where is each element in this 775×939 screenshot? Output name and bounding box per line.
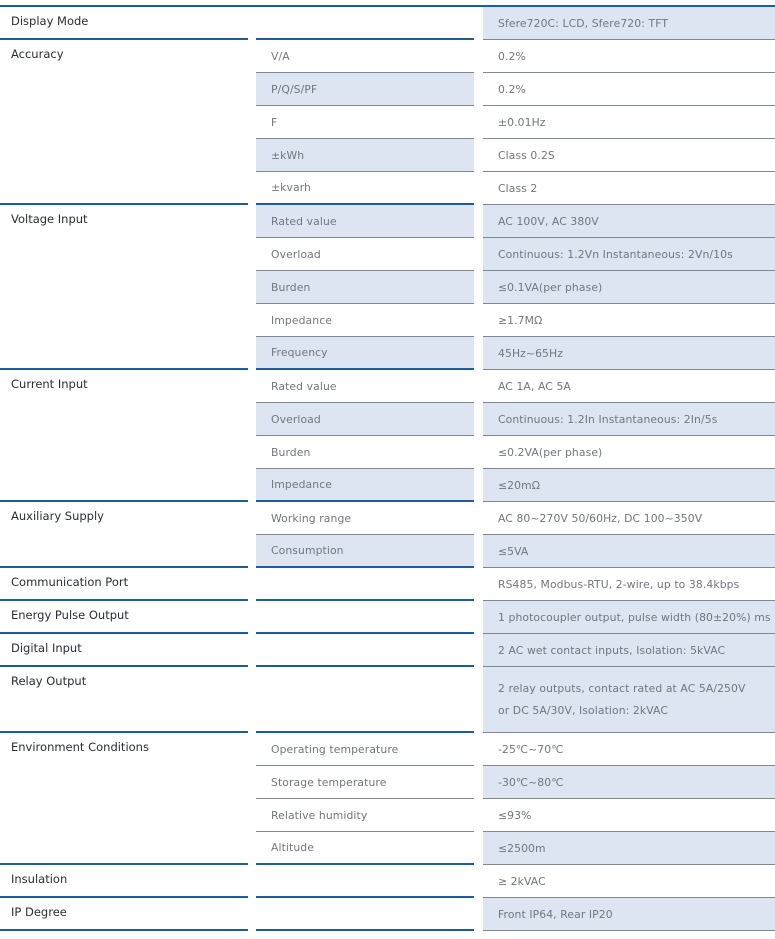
value-cell: ≥1.7MΩ [483,304,775,337]
category-label: Voltage Input [0,205,248,370]
parameter-cell [256,667,474,733]
parameter-column [256,601,474,634]
spec-row [0,898,775,931]
parameter-cell: Storage temperature [256,766,474,799]
value-cell: -30℃~80℃ [483,766,775,799]
spec-row [0,733,775,865]
value-column [483,7,775,40]
value-cell: Class 2 [483,172,775,205]
parameter-cell: Altitude [256,832,474,865]
spec-row [0,370,775,502]
parameter-cell [256,865,474,898]
parameter-column [256,205,474,370]
value-cell: ≥ 2kVAC [483,865,775,898]
parameter-cell: Frequency [256,337,474,370]
value-cell: 1 photocoupler output, pulse width (80±20%) ms [483,601,775,634]
parameter-cell: Impedance [256,469,474,502]
spec-row [0,634,775,667]
value-line: 2 relay outputs, contact rated at AC 5A/250V [498,681,746,695]
category-label: Communication Port [0,568,248,601]
category-label: Insulation [0,865,248,898]
parameter-column [256,865,474,898]
value-cell: Continuous: 1.2Vn Instantaneous: 2Vn/10s [483,238,775,271]
parameter-column [256,898,474,931]
spec-row [0,7,775,40]
value-column [483,601,775,634]
value-column [483,733,775,865]
value-cell: Front IP64, Rear IP20 [483,898,775,931]
category-label: Energy Pulse Output [0,601,248,634]
category-label: Environment Conditions [0,733,248,865]
value-cell: -25℃~70℃ [483,733,775,766]
value-cell: 0.2% [483,40,775,73]
spec-row [0,865,775,898]
spec-row [0,40,775,205]
spec-row [0,601,775,634]
parameter-cell: Impedance [256,304,474,337]
parameter-cell: P/Q/S/PF [256,73,474,106]
value-cell: AC 80~270V 50/60Hz, DC 100~350V [483,502,775,535]
spec-row [0,568,775,601]
parameter-cell [256,898,474,931]
value-cell: Class 0.2S [483,139,775,172]
value-cell: ≤0.1VA(per phase) [483,271,775,304]
value-cell: ≤2500m [483,832,775,865]
parameter-column [256,40,474,205]
parameter-column [256,370,474,502]
value-column [483,205,775,370]
value-column [483,370,775,502]
value-cell: AC 1A, AC 5A [483,370,775,403]
spec-row [0,667,775,733]
value-column [483,898,775,931]
value-column [483,502,775,568]
value-cell: ≤93% [483,799,775,832]
value-cell: Sfere720C: LCD, Sfere720: TFT [483,7,775,40]
parameter-column [256,634,474,667]
parameter-column [256,568,474,601]
parameter-cell: Overload [256,403,474,436]
parameter-column [256,667,474,733]
value-cell: 45Hz~65Hz [483,337,775,370]
value-cell: 0.2% [483,73,775,106]
category-label: Display Mode [0,7,248,40]
parameter-cell: F [256,106,474,139]
parameter-cell: Rated value [256,205,474,238]
parameter-column [256,502,474,568]
value-column [483,40,775,205]
value-column [483,568,775,601]
parameter-cell: Operating temperature [256,733,474,766]
parameter-cell: Relative humidity [256,799,474,832]
parameter-cell: Working range [256,502,474,535]
parameter-cell: Overload [256,238,474,271]
parameter-cell: ±kWh [256,139,474,172]
category-label: Relay Output [0,667,248,733]
parameter-cell [256,634,474,667]
category-label: Accuracy [0,40,248,205]
parameter-cell: Rated value [256,370,474,403]
parameter-cell: Consumption [256,535,474,568]
parameter-cell: ±kvarh [256,172,474,205]
category-label: Auxiliary Supply [0,502,248,568]
category-label: IP Degree [0,898,248,931]
value-column [483,667,775,733]
value-cell: 2 AC wet contact inputs, Isolation: 5kVAC [483,634,775,667]
category-label: Current Input [0,370,248,502]
parameter-cell: Burden [256,436,474,469]
parameter-column [256,733,474,865]
parameter-cell: V/A [256,40,474,73]
spec-row [0,502,775,568]
value-cell: AC 100V, AC 380V [483,205,775,238]
value-line: or DC 5A/30V, Isolation: 2kVAC [498,703,668,717]
value-column [483,634,775,667]
value-cell [483,667,775,733]
value-cell: Continuous: 1.2In Instantaneous: 2In/5s [483,403,775,436]
parameter-cell [256,601,474,634]
parameter-cell: Burden [256,271,474,304]
value-cell: ±0.01Hz [483,106,775,139]
parameter-cell [256,7,474,40]
category-label: Digital Input [0,634,248,667]
value-cell: RS485, Modbus-RTU, 2-wire, up to 38.4kbps [483,568,775,601]
spec-table [0,7,775,931]
parameter-cell [256,568,474,601]
value-cell: ≤5VA [483,535,775,568]
spec-row [0,205,775,370]
value-cell: ≤20mΩ [483,469,775,502]
value-cell: ≤0.2VA(per phase) [483,436,775,469]
parameter-column [256,7,474,40]
value-column [483,865,775,898]
